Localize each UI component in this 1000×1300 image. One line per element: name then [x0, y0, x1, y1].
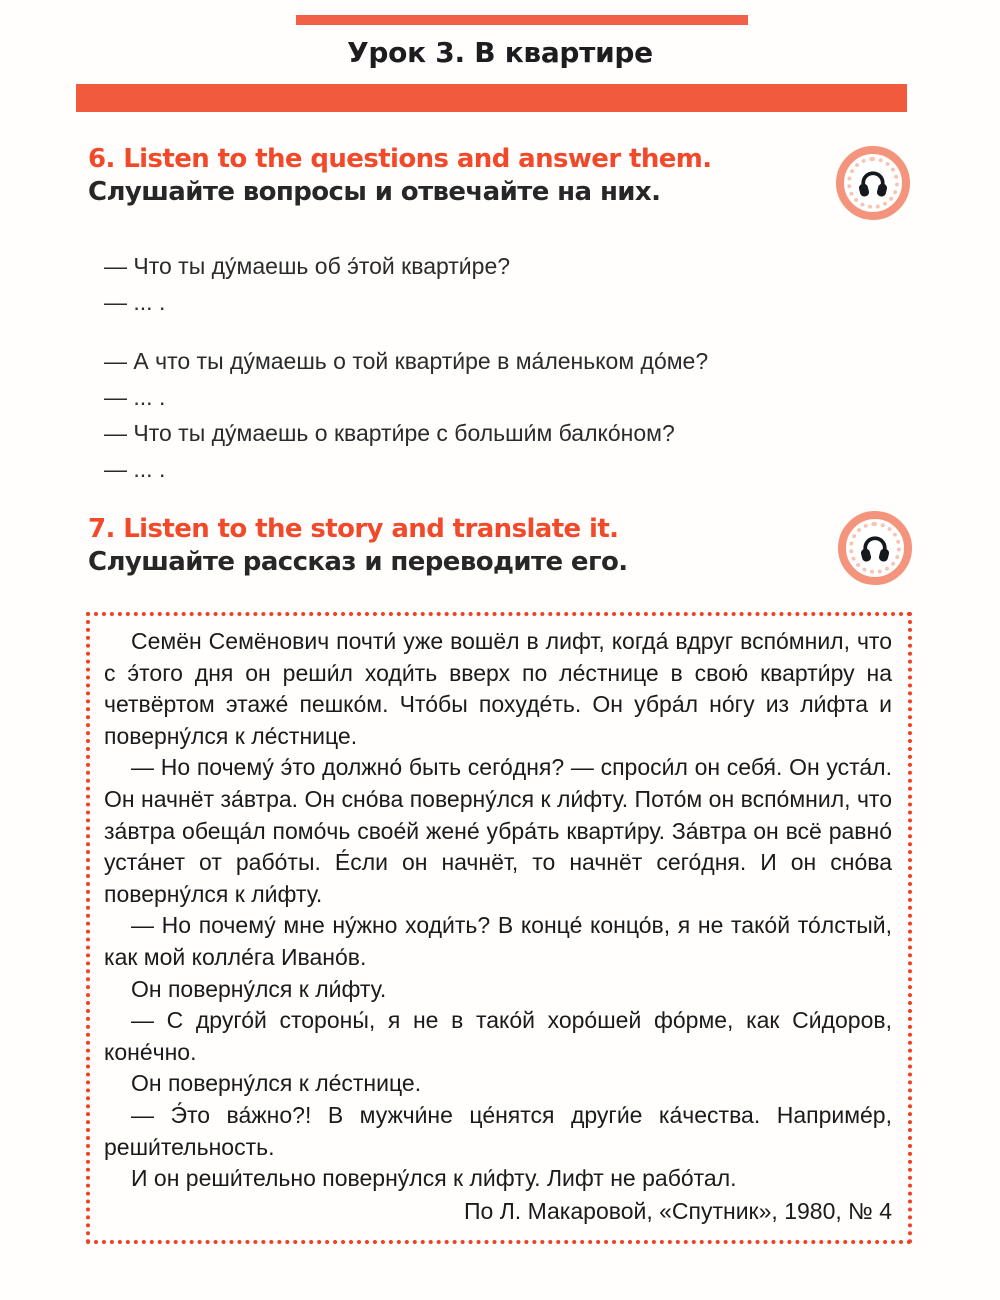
top-rule: [296, 15, 748, 25]
headphones-icon: [836, 146, 910, 220]
headphones-icon-ring: [847, 157, 899, 209]
story-paragraph: И он реши́тельно поверну́лся к ли́фту. Лифт не рабо́тал.: [131, 1165, 737, 1192]
source-attribution: По Л. Макаровой, «Спутник», 1980, № 4: [464, 1197, 892, 1224]
exercise-6-title-ru: Слушайте вопросы и отвечайте на них.: [88, 177, 661, 207]
story-paragraph: — Но почему́ мне ну́жно ходи́ть? В конце́ концо́в, я не тако́й то́лстый, как мой колле́га Ивано́в.: [104, 912, 892, 970]
story-paragraph: Он поверну́лся к ли́фту.: [131, 975, 387, 1002]
question-line: — А что ты ду́маешь о той кварти́ре в ма́леньком до́ме?: [104, 348, 709, 374]
answer-placeholder-line: — ... .: [104, 456, 166, 482]
story-paragraph: Он поверну́лся к ле́стнице.: [131, 1070, 422, 1097]
answer-placeholder-line: — ... .: [104, 289, 166, 315]
headphones-glyph: [855, 165, 891, 201]
answer-placeholder-line: — ... .: [104, 384, 166, 410]
headphones-glyph: [857, 530, 893, 566]
exercise-6-title-en: 6. Listen to the questions and answer them.: [88, 144, 712, 174]
page-title: Урок 3. В квартире: [347, 36, 653, 69]
exercise-7-title-en: 7. Listen to the story and translate it.: [88, 514, 619, 544]
exercise-7-header: [88, 513, 828, 578]
exercise-7-title-ru: Слушайте рассказ и переводите его.: [88, 547, 628, 577]
question-line: — Что ты ду́маешь об э́той кварти́ре?: [104, 253, 511, 279]
story-paragraph: — Но почему́ э́то должно́ быть сего́дня? — спроси́л он себя́. Он уста́л. Он начнёт за́втра. Он сно́ва поверну́лся к ли́фту. Пото́м он вспо́мнил, что за́втра обеща́л помо́чь свое́й жене́ убра́ть кварти́ру. За́втра он всё равно́ уста́нет от рабо́ты. Е́сли он начнёт, то начнёт сего́дня. И он сно́ва поверну́лся к ли́фту.: [104, 754, 892, 907]
exercise-6-header: [88, 143, 828, 208]
spacer: [104, 320, 864, 343]
story-text-box: [86, 612, 912, 1244]
headphones-icon-ring: [849, 522, 901, 574]
headphones-icon: [838, 511, 912, 585]
question-list: [104, 248, 864, 487]
story-paragraph: — Э́то ва́жно?! В мужчи́не це́нятся други́е ка́чества. Наприме́р, реши́тельность.: [104, 1101, 892, 1160]
story-paragraph: Семён Семёнович почти́ уже вошёл в лифт, когда́ вдруг вспо́мнил, что с э́того дня он реши́л ходи́ть вверх по ле́стнице в свою́ кварти́ру на четвёртом этаже́ пешко́м. Что́бы похуде́ть. Он убра́л но́гу из ли́фта и поверну́лся к ле́стнице.: [104, 628, 892, 749]
question-line: — Что ты ду́маешь о кварти́ре с больши́м балко́ном?: [104, 420, 675, 446]
story-paragraph: — С друго́й стороны́, я не в тако́й хоро́шей фо́рме, как Си́доров, коне́чно.: [104, 1007, 892, 1065]
header-rule: [76, 84, 907, 112]
